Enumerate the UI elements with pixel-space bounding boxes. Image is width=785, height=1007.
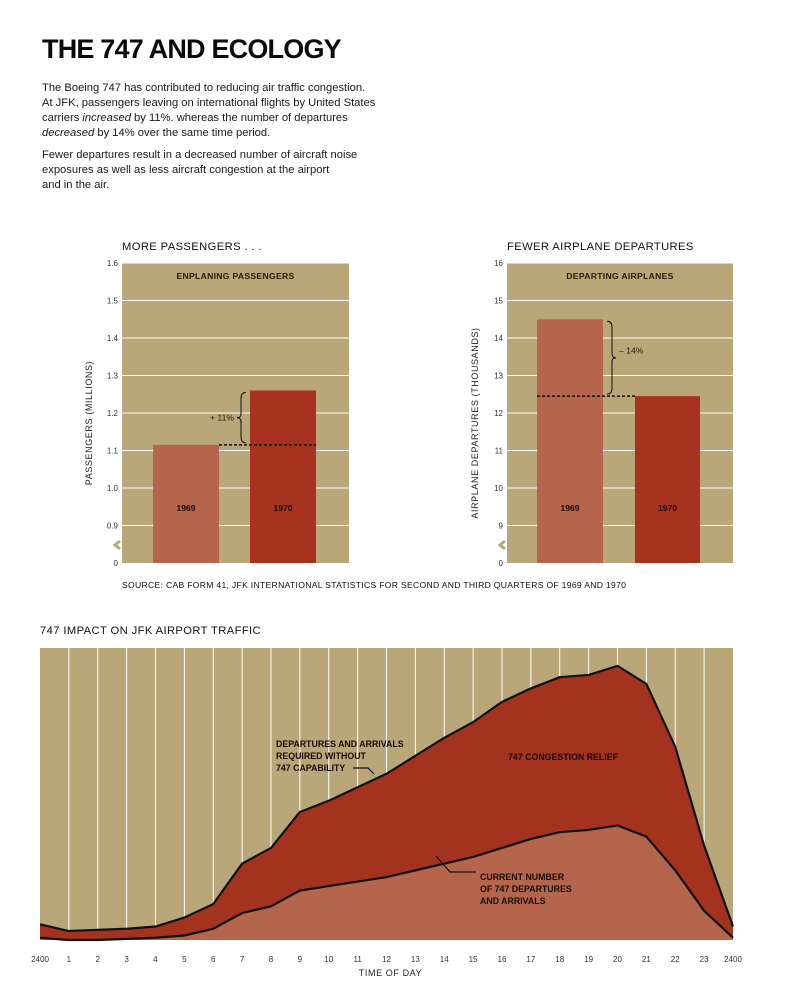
chart2-ytick: 13: [494, 371, 503, 381]
chart3-xtick: 13: [410, 955, 420, 964]
intro-paragraph: The Boeing 747 has contributed to reducing air traffic congestion. At JFK, passengers leaving on international flights by United States carriers increased by 11%. whereas the number of departures decreased by 14% over the same time period.: [42, 82, 376, 139]
chart2-title: FEWER AIRPLANE DEPARTURES: [507, 241, 694, 253]
chart2-ytick: 15: [494, 296, 503, 306]
second-paragraph: Fewer departures result in a decreased number of aircraft noise exposures as well as less aircraft congestion at the airport and in the air.: [42, 149, 358, 191]
chart2-annotation: – 14%: [619, 345, 644, 356]
chart3-xtick: 3: [124, 955, 129, 964]
chart3-xtick: 12: [382, 955, 391, 964]
chart3-xtick: 9: [297, 955, 303, 964]
chart2-bar-1969: [537, 319, 603, 563]
chart3-xtick: 1: [66, 955, 72, 964]
page-title: THE 747 AND ECOLOGY: [42, 34, 341, 64]
chart3-xtick: 16: [497, 955, 507, 964]
chart3-xtick: 17: [526, 955, 536, 964]
chart1-annotation: + 11%: [210, 412, 234, 423]
chart1-title: MORE PASSENGERS . . .: [122, 241, 262, 253]
chart2-bar-label: 1970: [657, 503, 678, 513]
chart3-xtick: 21: [641, 955, 651, 964]
chart2-ytick: 11: [494, 446, 503, 456]
chart3-annotation-required: REQUIRED WITHOUT: [276, 751, 366, 761]
chart3-annotation-required: DEPARTURES AND ARRIVALS: [276, 739, 404, 749]
chart1-panel-label: ENPLANING PASSENGERS: [176, 271, 295, 281]
chart3-annotation-relief: 747 CONGESTION RELIEF: [508, 752, 618, 762]
chart1-bar-label: 1969: [176, 503, 196, 513]
chart3-annotation-current: AND ARRIVALS: [480, 896, 546, 906]
chart1-ytick: 1.5: [106, 296, 118, 306]
chart2-ytick: 14: [494, 334, 503, 343]
chart3-xtick: 2400: [724, 955, 742, 964]
chart2-ylabel: AIRPLANE DEPARTURES (THOUSANDS): [470, 327, 480, 519]
chart1-ytick: 0: [113, 559, 118, 568]
chart1-ytick: 1.0: [106, 484, 118, 493]
chart3-xtick: 20: [613, 955, 622, 964]
chart3-xtick: 23: [699, 955, 709, 964]
chart3-xtick: 14: [439, 955, 449, 964]
chart1-ytick: 1.6: [106, 259, 118, 268]
chart3-annotation-current: CURRENT NUMBER: [480, 872, 565, 882]
chart2-ytick: 16: [494, 259, 503, 268]
chart3-xtick: 7: [239, 955, 245, 964]
chart2-bar-label: 1969: [560, 503, 580, 513]
chart1-ytick: 1.4: [106, 334, 118, 343]
chart3-title: 747 IMPACT ON JFK AIRPORT TRAFFIC: [40, 625, 262, 637]
chart3-xtick: 2: [95, 955, 100, 964]
chart1-bar-label: 1970: [273, 503, 293, 513]
chart3-xtick: 18: [555, 955, 565, 964]
chart1-ylabel: PASSENGERS (MILLIONS): [84, 360, 94, 486]
chart1-ytick: 1.1: [106, 446, 118, 456]
chart3-xtick: 15: [468, 955, 478, 964]
chart2-bar-1970: [635, 396, 700, 563]
chart1-bar-1970: [250, 391, 316, 564]
chart3-xtick: 10: [324, 955, 334, 964]
chart3-xtick: 22: [670, 955, 680, 964]
chart1-ytick: 1.2: [106, 409, 118, 418]
chart2-ytick: 12: [494, 409, 503, 418]
chart3-xtick: 11: [353, 955, 362, 964]
chart1-ytick: 0.9: [106, 521, 118, 531]
chart3-xtick: 6: [211, 955, 216, 964]
chart3-xtick: 19: [584, 955, 594, 964]
chart1-ytick: 1.3: [106, 371, 118, 381]
chart3-xlabel: TIME OF DAY: [358, 968, 423, 978]
chart3-xtick: 5: [182, 955, 187, 964]
chart3-xtick: 8: [268, 955, 274, 964]
chart3-xtick: 2400: [31, 955, 49, 964]
chart3-annotation-required: 747 CAPABILITY: [276, 763, 346, 773]
chart2-ytick: 0: [498, 559, 503, 568]
chart3-xtick: 4: [153, 955, 158, 964]
source-note: SOURCE: CAB FORM 41, JFK INTERNATIONAL STATISTICS FOR SECOND AND THIRD QUARTERS OF 1969 AND 1970: [122, 580, 627, 590]
chart2-panel-label: DEPARTING AIRPLANES: [566, 271, 674, 281]
chart3-annotation-current: OF 747 DEPARTURES: [480, 884, 572, 894]
chart2-ytick: 10: [494, 484, 503, 493]
chart2-ytick: 9: [498, 521, 503, 531]
